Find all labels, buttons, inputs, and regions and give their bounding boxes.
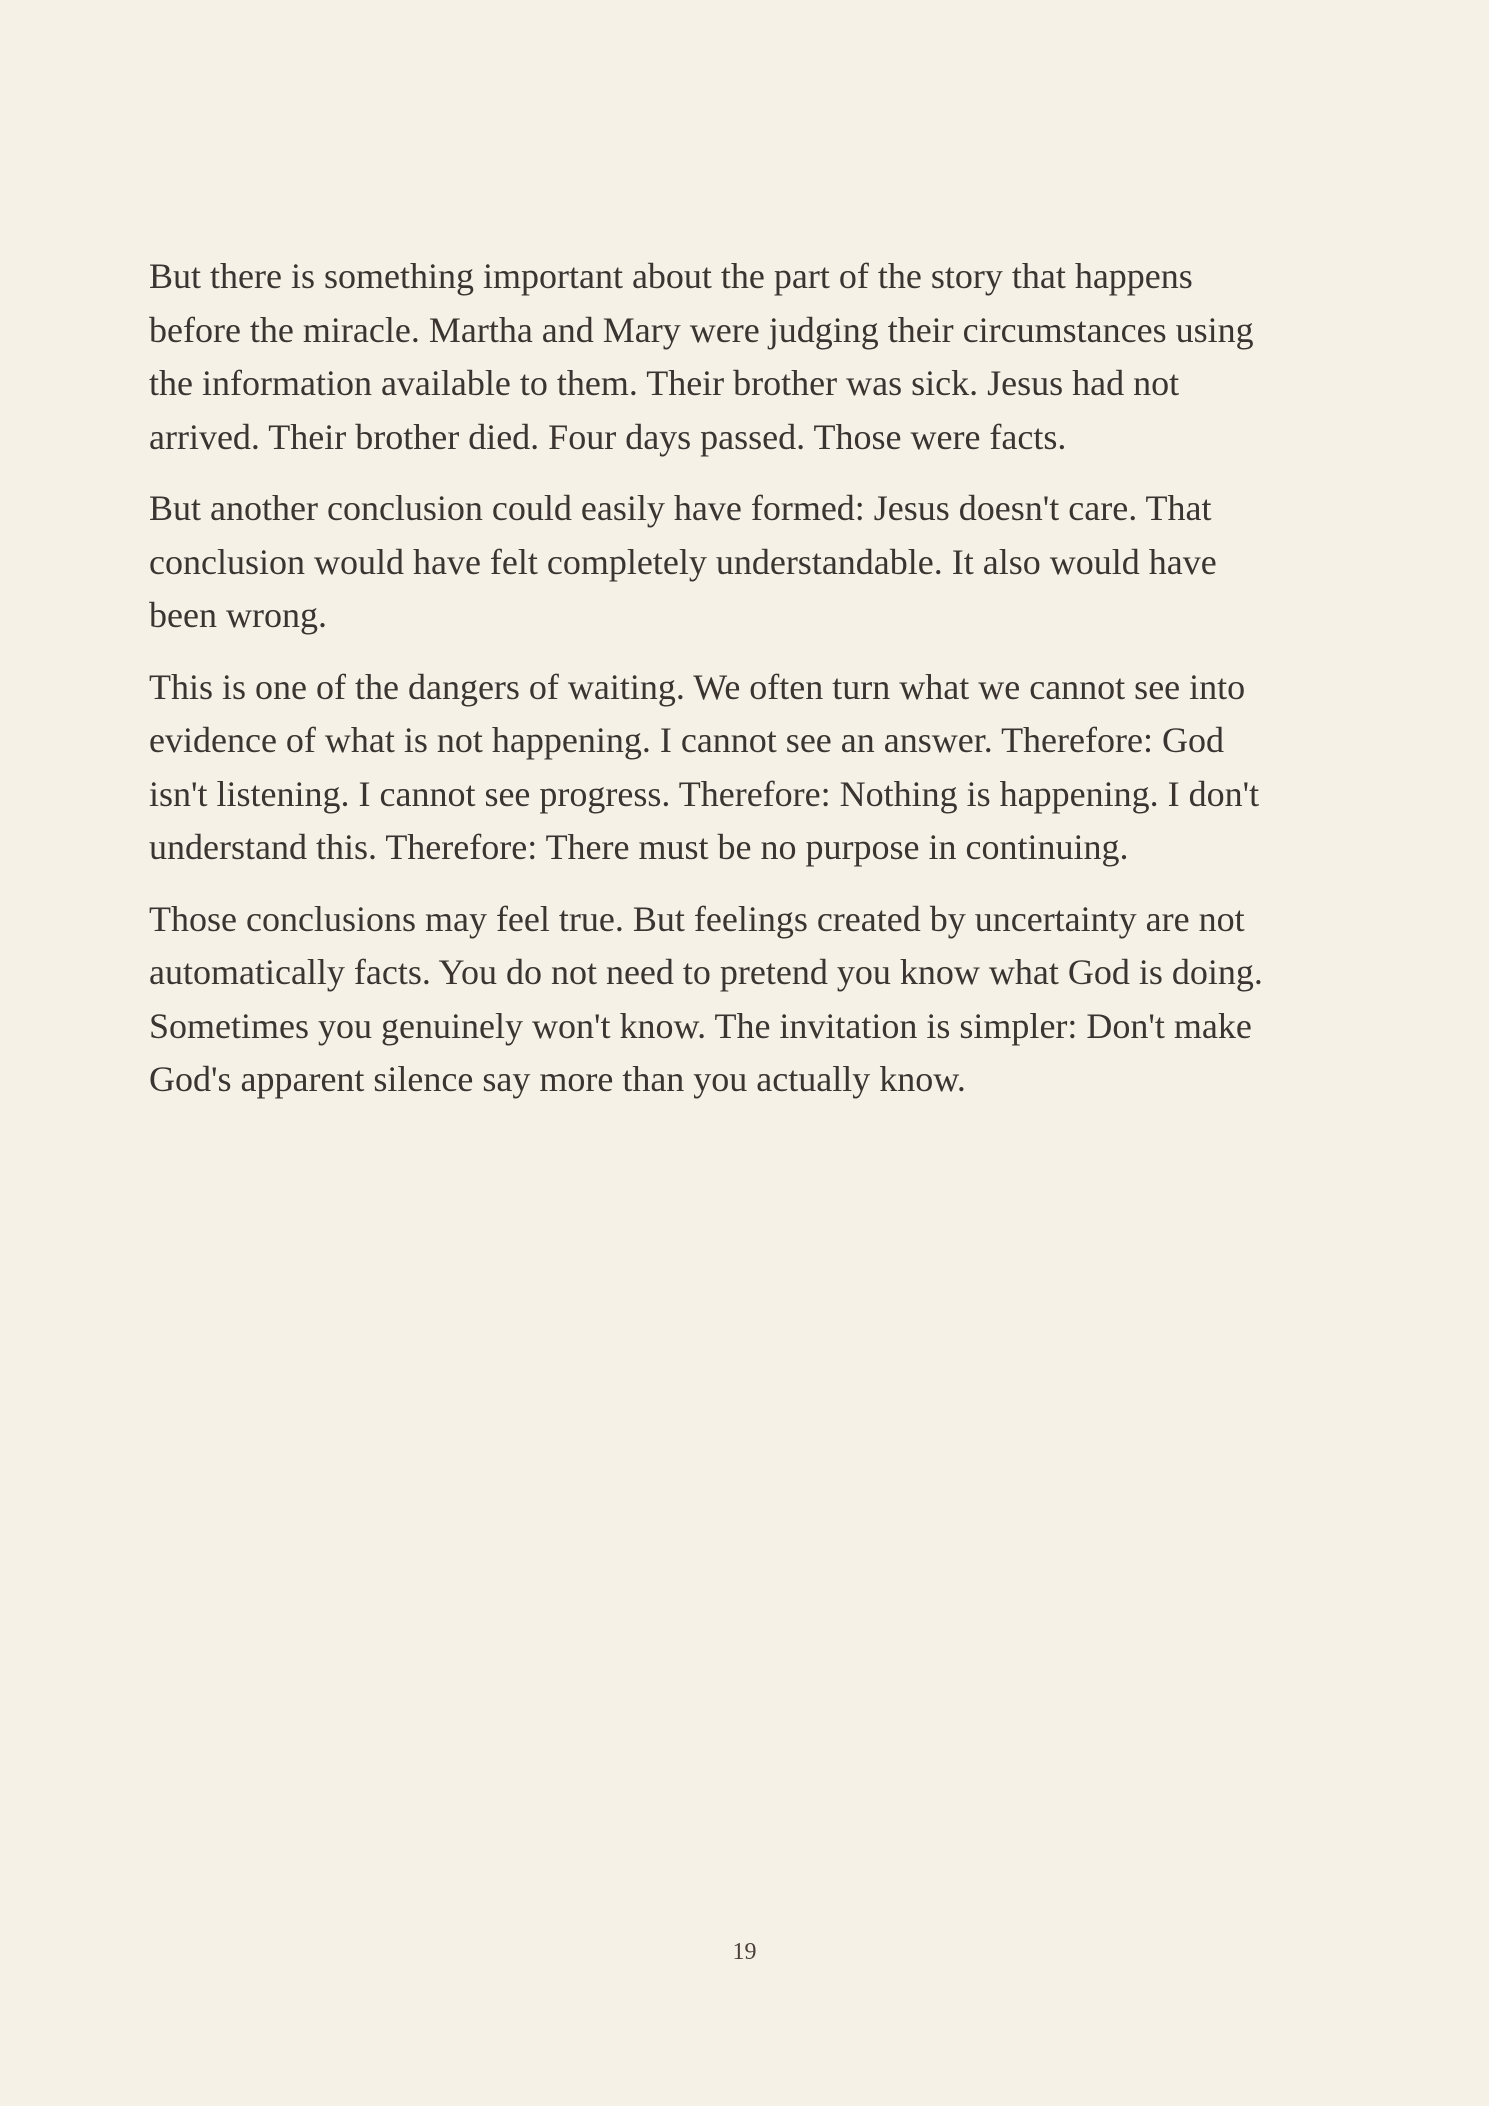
- paragraph-1: But there is something important about the part of the story that happens before the miracle. Martha and Mary were judging their circumstances using the information available to them. Their brother was sick. Jesus had not arrived. Their brother died. Four days passed. Those were facts.: [149, 256, 1254, 457]
- page-number: 19: [732, 1939, 757, 1965]
- paragraph-3: This is one of the dangers of waiting. We often turn what we cannot see into evidence of what is not happening. I cannot see an answer. Therefore: God isn't listening. I cannot see progress. Therefore: Nothing is happening. I don't understand this. Therefore: There must be no purpose in continuing.: [149, 666, 1260, 867]
- paragraph-2: But another conclusion could easily have formed: Jesus doesn't care. That conclusion would have felt completely understandable. It also would have been wrong.: [149, 488, 1217, 635]
- paragraph-4: Those conclusions may feel true. But feelings created by uncertainty are not automatically facts. You do not need to pretend you know what God is doing. Sometimes you genuinely won't know. The invitation is simpler: Don't make God's apparent silence say more than you actually know.: [149, 898, 1263, 1099]
- body-text: [149, 250, 1349, 1125]
